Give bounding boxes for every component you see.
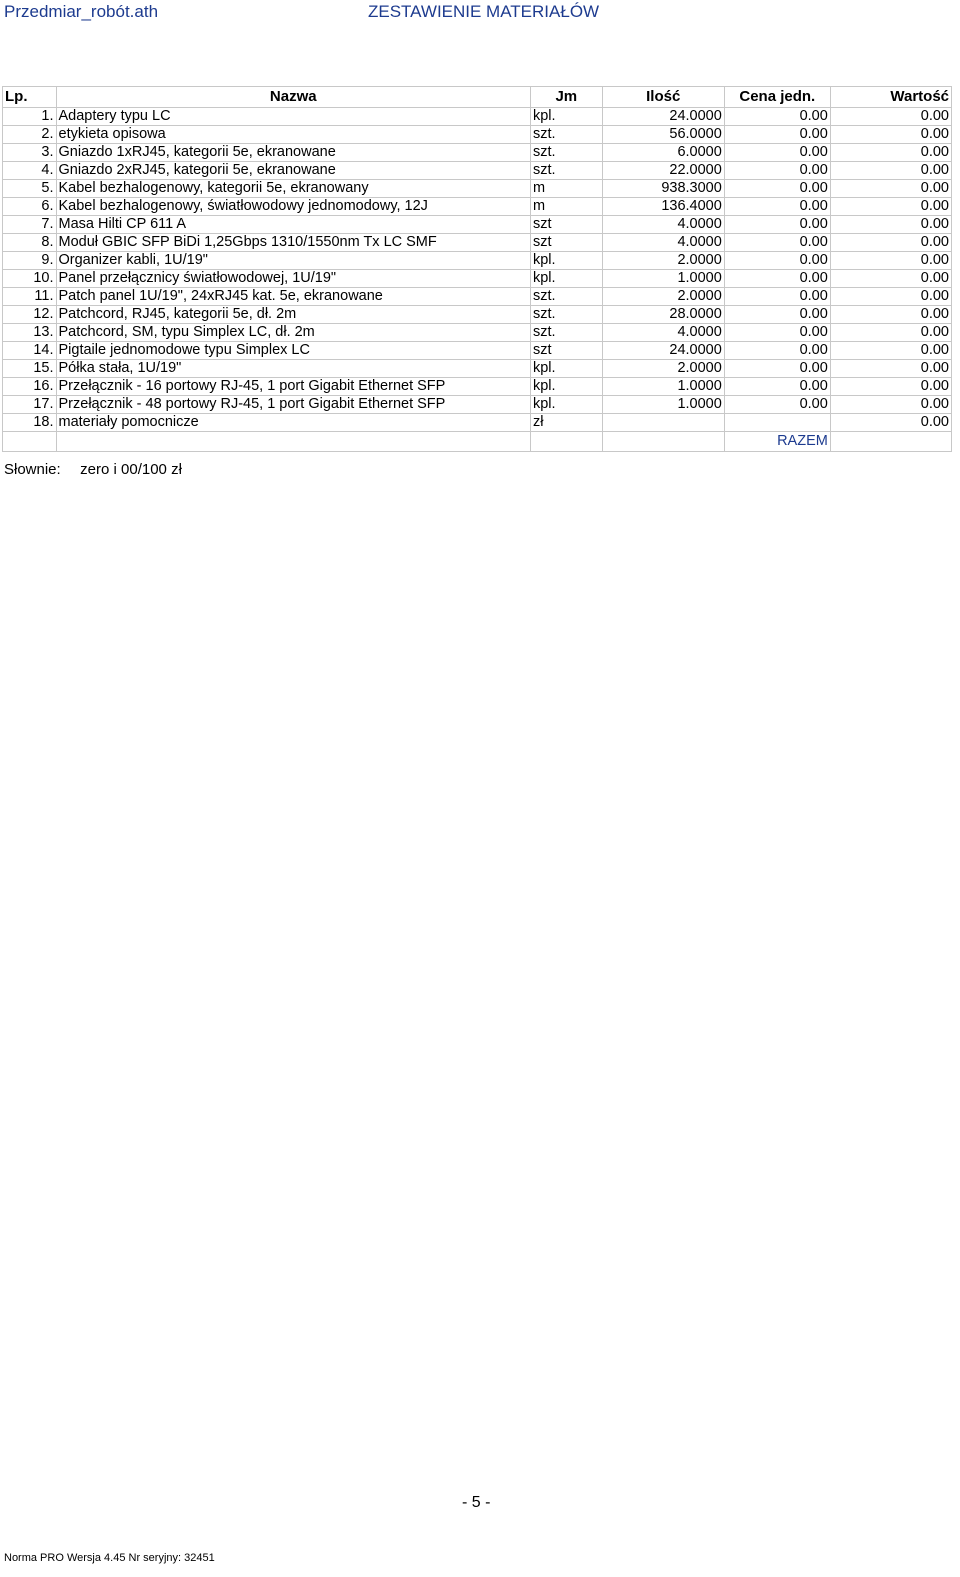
table-row [3,234,952,252]
material-name-cell: Przełącznik - 16 portowy RJ-45, 1 port Gigabit Ethernet SFP [56,378,530,396]
value-cell: 0.00 [830,198,951,216]
table-row [3,216,952,234]
material-name-cell: Patchcord, SM, typu Simplex LC, dł. 2m [56,324,530,342]
value-cell: 0.00 [830,126,951,144]
quantity-cell: 28.0000 [602,306,724,324]
quantity-cell: 4.0000 [602,216,724,234]
value-cell: 0.00 [830,306,951,324]
quantity-cell: 24.0000 [602,108,724,126]
amount-in-words [4,461,182,478]
unit-cell: kpl. [530,252,602,270]
file-name: Przedmiar_robót.ath [4,2,159,21]
material-name-cell: Gniazdo 1xRJ45, kategorii 5e, ekranowane [56,144,530,162]
material-name-cell: Kabel bezhalogenowy, światłowodowy jednomodowy, 12J [56,198,530,216]
table-row [3,288,952,306]
row-number-cell: 8. [3,234,57,252]
column-header-unit-price: Cena jedn. [724,87,830,108]
row-number-cell: 16. [3,378,57,396]
material-name-cell: Patch panel 1U/19", 24xRJ45 kat. 5e, ekranowane [56,288,530,306]
total-cell-empty [3,432,57,452]
unit-cell: szt. [530,144,602,162]
total-value [830,432,951,452]
quantity-cell: 4.0000 [602,234,724,252]
unit-cell: kpl. [530,360,602,378]
unit-cell: kpl. [530,270,602,288]
total-row [3,432,952,452]
table-row [3,378,952,396]
value-cell: 0.00 [830,396,951,414]
column-header-quantity: Ilość [602,87,724,108]
quantity-cell: 56.0000 [602,126,724,144]
value-cell: 0.00 [830,378,951,396]
unit-cell: szt [530,234,602,252]
table-row [3,324,952,342]
unit-cell: kpl. [530,396,602,414]
amount-in-words-label: Słownie: [4,461,61,478]
unit-cell: szt [530,216,602,234]
row-number-cell: 12. [3,306,57,324]
material-name-cell: etykieta opisowa [56,126,530,144]
material-name-cell: Gniazdo 2xRJ45, kategorii 5e, ekranowane [56,162,530,180]
value-cell: 0.00 [830,414,951,432]
quantity-cell: 2.0000 [602,360,724,378]
table-row [3,252,952,270]
unit-cell: zł [530,414,602,432]
materials-table [2,86,952,452]
column-header-lp: Lp. [3,87,57,108]
value-cell: 0.00 [830,108,951,126]
material-name-cell: materiały pomocnicze [56,414,530,432]
value-cell: 0.00 [830,270,951,288]
unit-price-cell: 0.00 [724,378,830,396]
column-header-value: Wartość [830,87,951,108]
unit-cell: kpl. [530,378,602,396]
row-number-cell: 4. [3,162,57,180]
table-row [3,360,952,378]
unit-cell: szt. [530,162,602,180]
value-cell: 0.00 [830,216,951,234]
table-row [3,144,952,162]
unit-price-cell: 0.00 [724,360,830,378]
row-number-cell: 13. [3,324,57,342]
quantity-cell: 1.0000 [602,378,724,396]
quantity-cell: 24.0000 [602,342,724,360]
material-name-cell: Półka stała, 1U/19" [56,360,530,378]
total-label: RAZEM [724,432,830,452]
material-name-cell: Patchcord, RJ45, kategorii 5e, dł. 2m [56,306,530,324]
value-cell: 0.00 [830,288,951,306]
row-number-cell: 2. [3,126,57,144]
row-number-cell: 15. [3,360,57,378]
row-number-cell: 18. [3,414,57,432]
unit-price-cell: 0.00 [724,198,830,216]
material-name-cell: Adaptery typu LC [56,108,530,126]
quantity-cell: 2.0000 [602,288,724,306]
table-row [3,414,952,432]
value-cell: 0.00 [830,180,951,198]
quantity-cell: 1.0000 [602,396,724,414]
unit-cell: szt [530,342,602,360]
total-cell-empty [530,432,602,452]
unit-price-cell: 0.00 [724,396,830,414]
value-cell: 0.00 [830,234,951,252]
quantity-cell: 136.4000 [602,198,724,216]
unit-price-cell: 0.00 [724,270,830,288]
unit-price-cell: 0.00 [724,126,830,144]
material-name-cell: Panel przełącznicy światłowodowej, 1U/19" [56,270,530,288]
unit-price-cell: 0.00 [724,144,830,162]
column-header-unit: Jm [530,87,602,108]
unit-cell: m [530,180,602,198]
quantity-cell: 6.0000 [602,144,724,162]
table-header-row [3,87,952,108]
value-cell: 0.00 [830,252,951,270]
quantity-cell: 938.3000 [602,180,724,198]
unit-cell: kpl. [530,108,602,126]
row-number-cell: 11. [3,288,57,306]
table-row [3,162,952,180]
material-name-cell: Masa Hilti CP 611 A [56,216,530,234]
unit-price-cell: 0.00 [724,324,830,342]
table-body [3,108,952,432]
unit-price-cell: 0.00 [724,162,830,180]
row-number-cell: 9. [3,252,57,270]
material-name-cell: Pigtaile jednomodowe typu Simplex LC [56,342,530,360]
total-cell-empty [56,432,530,452]
row-number-cell: 6. [3,198,57,216]
table-row [3,126,952,144]
quantity-cell: 4.0000 [602,324,724,342]
table-row [3,306,952,324]
unit-cell: szt. [530,324,602,342]
row-number-cell: 14. [3,342,57,360]
unit-cell: szt. [530,288,602,306]
material-name-cell: Przełącznik - 48 portowy RJ-45, 1 port Gigabit Ethernet SFP [56,396,530,414]
quantity-cell [602,414,724,432]
software-footer: Norma PRO Wersja 4.45 Nr seryjny: 32451 [4,1552,215,1564]
amount-in-words-value: zero i 00/100 zł [80,461,182,478]
table-row [3,342,952,360]
table-row [3,270,952,288]
quantity-cell: 2.0000 [602,252,724,270]
row-number-cell: 5. [3,180,57,198]
row-number-cell: 1. [3,108,57,126]
unit-price-cell: 0.00 [724,108,830,126]
page-number: - 5 - [462,1494,491,1511]
row-number-cell: 3. [3,144,57,162]
table-row [3,396,952,414]
quantity-cell: 22.0000 [602,162,724,180]
material-name-cell: Organizer kabli, 1U/19" [56,252,530,270]
unit-cell: szt. [530,126,602,144]
document-title: ZESTAWIENIE MATERIAŁÓW [368,2,600,21]
value-cell: 0.00 [830,144,951,162]
quantity-cell: 1.0000 [602,270,724,288]
table-row [3,198,952,216]
column-header-name: Nazwa [56,87,530,108]
unit-price-cell: 0.00 [724,216,830,234]
material-name-cell: Moduł GBIC SFP BiDi 1,25Gbps 1310/1550nm Tx LC SMF [56,234,530,252]
value-cell: 0.00 [830,162,951,180]
unit-cell: szt. [530,306,602,324]
value-cell: 0.00 [830,342,951,360]
unit-price-cell: 0.00 [724,306,830,324]
value-cell: 0.00 [830,360,951,378]
table-row [3,180,952,198]
value-cell: 0.00 [830,324,951,342]
unit-price-cell: 0.00 [724,234,830,252]
row-number-cell: 10. [3,270,57,288]
unit-price-cell: 0.00 [724,252,830,270]
unit-price-cell: 0.00 [724,342,830,360]
row-number-cell: 17. [3,396,57,414]
row-number-cell: 7. [3,216,57,234]
total-cell-empty [602,432,724,452]
unit-price-cell [724,414,830,432]
unit-price-cell: 0.00 [724,288,830,306]
table-row [3,108,952,126]
unit-cell: m [530,198,602,216]
material-name-cell: Kabel bezhalogenowy, kategorii 5e, ekranowany [56,180,530,198]
unit-price-cell: 0.00 [724,180,830,198]
